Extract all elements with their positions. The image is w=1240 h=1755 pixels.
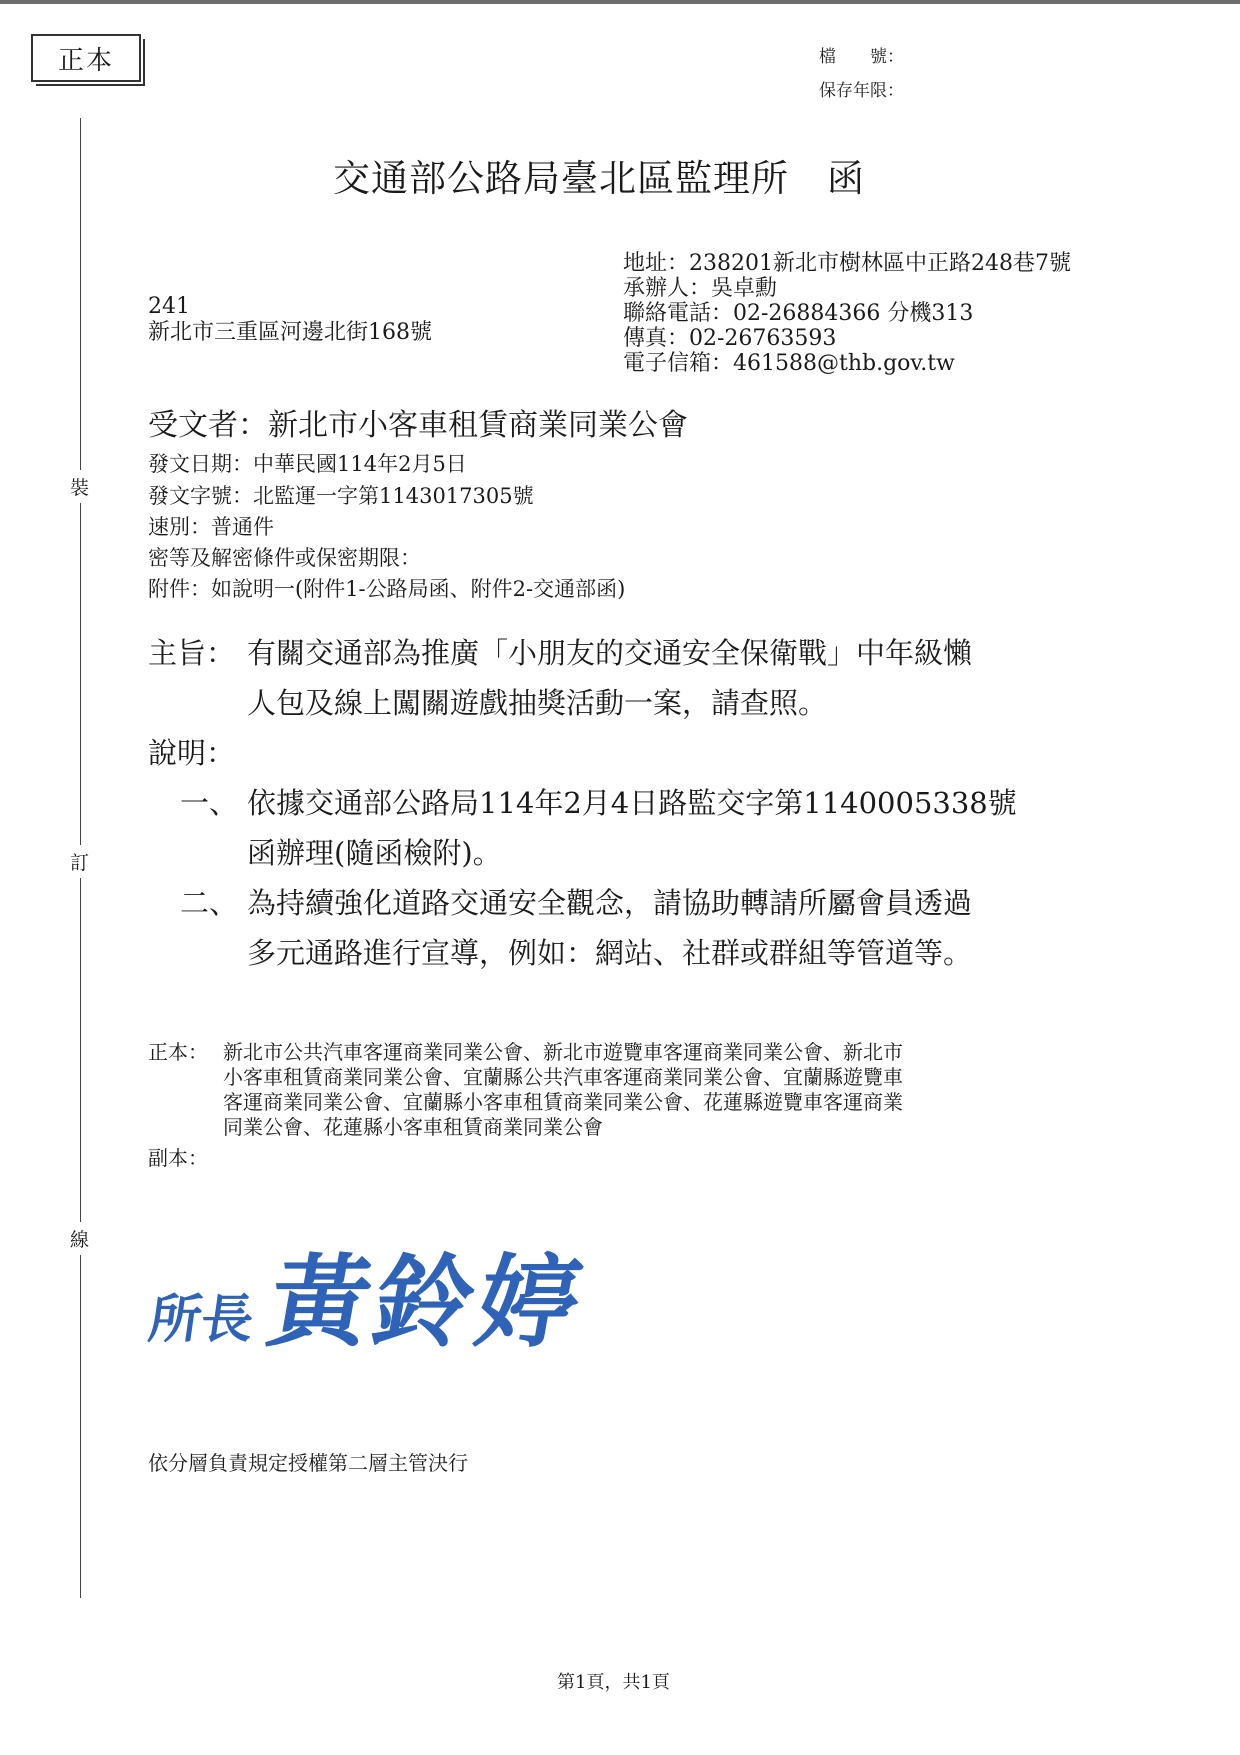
binding-mark-zhuang: 裝	[70, 470, 89, 503]
sender-address: 地址：238201新北市樹林區中正路248巷7號	[623, 251, 1071, 276]
original-recipients-line: 客運商業同業公會、宜蘭縣小客車租賃商業同業公會、花蓮縣遊覽車客運商業	[223, 1090, 903, 1114]
original-recipients-line: 小客車租賃商業同業公會、宜蘭縣公共汽車客運商業同業公會、宜蘭縣遊覽車	[223, 1065, 903, 1089]
explanation-item-2-number: 二、	[180, 886, 239, 920]
original-recipients-line: 同業公會、花蓮縣小客車租賃商業同業公會	[223, 1115, 603, 1139]
receiver-postal-code: 241	[148, 294, 190, 319]
document-number: 發文字號：北監運一字第1143017305號	[148, 484, 534, 508]
receiver-street-address: 新北市三重區河邊北街168號	[148, 320, 432, 345]
explanation-item-1-number: 一、	[180, 786, 239, 820]
scan-top-edge	[0, 0, 1240, 4]
binding-mark-ding: 訂	[70, 845, 89, 878]
signature-name: 黃鈴婷	[260, 1243, 594, 1361]
contact-email: 電子信箱：461588@thb.gov.tw	[623, 351, 955, 376]
issue-date: 發文日期：中華民國114年2月5日	[148, 452, 467, 476]
attachments: 附件：如說明一(附件1-公路局函、附件2-交通部函)	[148, 577, 626, 601]
original-copy-stamp-label: 正本	[57, 45, 114, 76]
explanation-item-2-line-1: 為持續強化道路交通安全觀念，請協助轉請所屬會員透過	[247, 886, 973, 920]
binding-mark-xian: 線	[70, 1222, 89, 1255]
document-title: 交通部公路局臺北區監理所 函	[333, 157, 865, 200]
explanation-item-2-line-2: 多元通路進行宣導，例如：網站、社群或群組等管道等。	[247, 936, 973, 970]
original-recipients-line: 新北市公共汽車客運商業同業公會、新北市遊覽車客運商業同業公會、新北市	[223, 1040, 903, 1064]
contact-phone: 聯絡電話：02-26884366 分機313	[623, 301, 974, 326]
delegation-note: 依分層負責規定授權第二層主管決行	[148, 1451, 468, 1475]
original-copy-stamp	[31, 34, 141, 82]
security-level: 密等及解密條件或保密期限：	[148, 546, 421, 570]
explanation-item-1-line-2: 函辦理(隨函檢附)。	[247, 836, 502, 870]
explanation-item-1-line-1: 依據交通部公路局114年2月4日路監交字第1140005338號	[247, 786, 1017, 820]
original-recipients-label: 正本：	[148, 1040, 208, 1064]
copy-recipients-label: 副本：	[148, 1146, 208, 1170]
page-number: 第1頁，共1頁	[557, 1672, 670, 1693]
signature-title: 所長	[145, 1289, 258, 1350]
contact-person: 承辦人：吳卓勳	[623, 276, 778, 301]
recipient: 受文者：新北市小客車租賃商業同業公會	[148, 408, 688, 443]
director-signature	[145, 1222, 594, 1366]
subject-line-1: 有關交通部為推廣「小朋友的交通安全保衛戰」中年級懶	[247, 636, 973, 670]
explanation-label: 說明：	[148, 736, 236, 770]
retention-period-label: 保存年限：	[819, 81, 904, 101]
subject-line-2: 人包及線上闖關遊戲抽獎活動一案，請查照。	[247, 686, 828, 720]
contact-fax: 傳真：02-26763593	[623, 326, 837, 351]
file-number-label: 檔 號：	[819, 47, 904, 67]
subject-label: 主旨：	[148, 636, 236, 670]
delivery-speed: 速別：普通件	[148, 515, 274, 539]
